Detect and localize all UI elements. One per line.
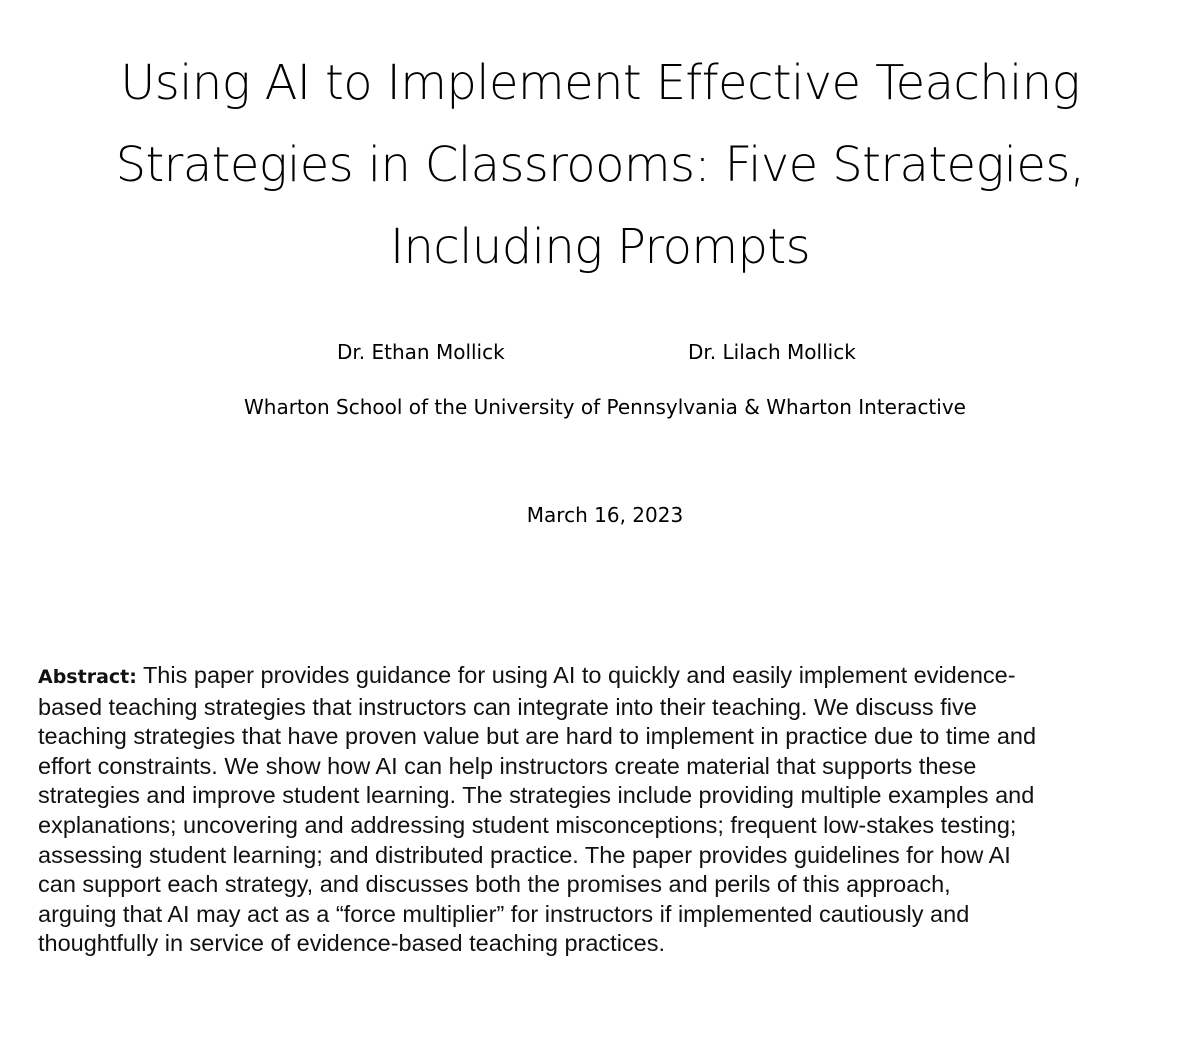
abstract-line: effort constraints. We show how AI can help instructors create material that supports these — [38, 752, 977, 779]
paper-title — [0, 42, 1200, 288]
abstract-line — [38, 661, 1168, 693]
author-affiliation: Wharton School of the University of Pennsylvania & Wharton Interactive — [244, 395, 966, 419]
abstract-line: thoughtfully in service of evidence-based teaching practices. — [38, 930, 666, 957]
abstract-line: teaching strategies that have proven value but are hard to implement in practice due to time and — [38, 723, 1037, 750]
abstract-line: based teaching strategies that instructors can integrate into their teaching. We discuss five — [38, 693, 977, 720]
abstract-line: explanations; uncovering and addressing student misconceptions; frequent low-stakes testing; — [38, 811, 1017, 838]
abstract-line: arguing that AI may act as a “force multiplier” for instructors if implemented cautiously and — [38, 900, 970, 927]
abstract-label: Abstract: — [38, 666, 137, 688]
author-ethan-mollick: Dr. Ethan Mollick — [337, 340, 505, 364]
title-line: Using AI to Implement Effective Teaching — [120, 55, 1080, 111]
abstract-text: This paper provides guidance for using AI to quickly and easily implement evidence- — [136, 662, 1016, 688]
author-lilach-mollick: Dr. Lilach Mollick — [688, 340, 856, 364]
title-line: Strategies in Classrooms: Five Strategies, — [115, 137, 1085, 193]
abstract-line: can support each strategy, and discusses both the promises and perils of this approach, — [38, 871, 951, 898]
abstract-line: strategies and improve student learning. The strategies include providing multiple examples and — [38, 782, 1035, 809]
abstract-paragraph — [38, 661, 1168, 959]
publication-date: March 16, 2023 — [526, 503, 684, 527]
abstract-line: assessing student learning; and distributed practice. The paper provides guidelines for how AI — [38, 841, 1011, 868]
title-line: Including Prompts — [389, 219, 811, 275]
